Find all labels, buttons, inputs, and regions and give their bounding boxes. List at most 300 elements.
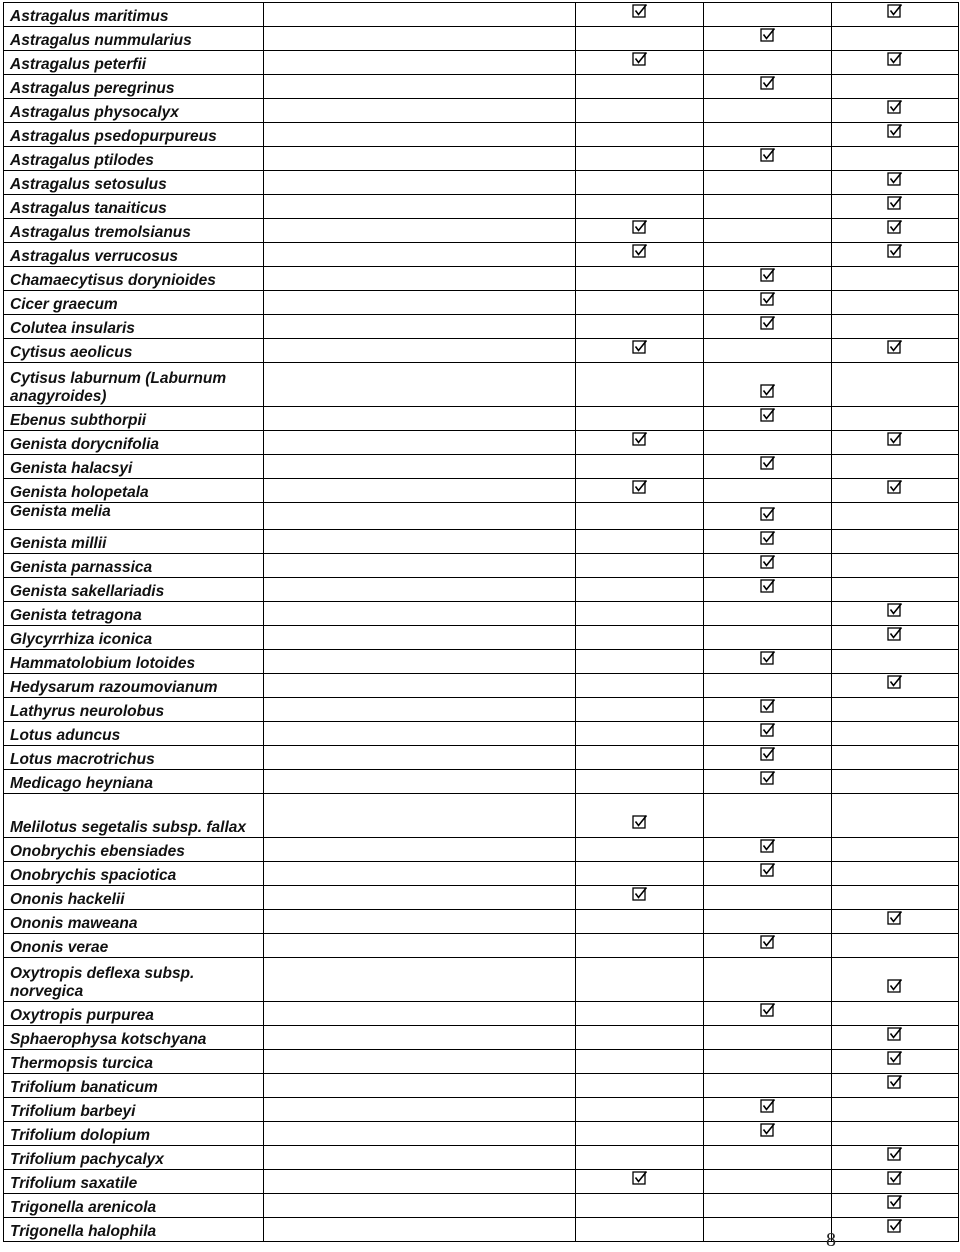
presence-cell-col-1 bbox=[264, 722, 576, 746]
presence-cell-col-2 bbox=[576, 1194, 704, 1218]
presence-cell-col-1 bbox=[264, 291, 576, 315]
presence-cell-col-1 bbox=[264, 315, 576, 339]
species-name-cell: Trigonella halophila bbox=[4, 1218, 264, 1242]
species-name-cell: Genista dorycnifolia bbox=[4, 431, 264, 455]
presence-cell-col-3 bbox=[704, 27, 832, 51]
checked-box-icon bbox=[760, 455, 776, 471]
checked-box-icon bbox=[887, 1218, 903, 1234]
species-name-cell: Oxytropis deflexa subsp. norvegica bbox=[4, 958, 264, 1002]
presence-cell-col-3 bbox=[704, 1050, 832, 1074]
presence-cell-col-2 bbox=[576, 219, 704, 243]
presence-cell-col-3 bbox=[704, 171, 832, 195]
presence-cell-col-3 bbox=[704, 1194, 832, 1218]
checked-box-icon bbox=[760, 27, 776, 43]
checked-box-icon bbox=[632, 243, 648, 259]
presence-cell-col-1 bbox=[264, 650, 576, 674]
checked-box-icon bbox=[887, 479, 903, 495]
checked-box-icon bbox=[760, 383, 776, 399]
species-name-cell: Astragalus maritimus bbox=[4, 3, 264, 27]
presence-cell-col-3 bbox=[704, 746, 832, 770]
presence-cell-col-3 bbox=[704, 910, 832, 934]
table-row bbox=[4, 3, 959, 27]
presence-cell-col-1 bbox=[264, 1026, 576, 1050]
presence-cell-col-4 bbox=[832, 554, 959, 578]
presence-cell-col-4 bbox=[832, 862, 959, 886]
checked-box-icon bbox=[760, 578, 776, 594]
presence-cell-col-2 bbox=[576, 530, 704, 554]
table-row bbox=[4, 934, 959, 958]
presence-cell-col-4 bbox=[832, 1002, 959, 1026]
presence-cell-col-4 bbox=[832, 291, 959, 315]
presence-cell-col-4 bbox=[832, 958, 959, 1002]
presence-cell-col-3 bbox=[704, 770, 832, 794]
checked-box-icon bbox=[887, 243, 903, 259]
table-row bbox=[4, 219, 959, 243]
presence-cell-col-1 bbox=[264, 99, 576, 123]
presence-cell-col-3 bbox=[704, 407, 832, 431]
table-row bbox=[4, 838, 959, 862]
presence-cell-col-1 bbox=[264, 626, 576, 650]
presence-cell-col-4 bbox=[832, 315, 959, 339]
presence-cell-col-4 bbox=[832, 746, 959, 770]
checked-box-icon bbox=[760, 407, 776, 423]
presence-cell-col-1 bbox=[264, 770, 576, 794]
checked-box-icon bbox=[760, 554, 776, 570]
presence-cell-col-2 bbox=[576, 626, 704, 650]
table-row bbox=[4, 554, 959, 578]
presence-cell-col-2 bbox=[576, 1170, 704, 1194]
species-name-cell: Genista tetragona bbox=[4, 602, 264, 626]
presence-cell-col-4 bbox=[832, 1218, 959, 1242]
presence-cell-col-4 bbox=[832, 934, 959, 958]
presence-cell-col-3 bbox=[704, 3, 832, 27]
table-row bbox=[4, 578, 959, 602]
presence-cell-col-2 bbox=[576, 51, 704, 75]
species-name-cell: Onobrychis spaciotica bbox=[4, 862, 264, 886]
species-name-cell: Glycyrrhiza iconica bbox=[4, 626, 264, 650]
presence-cell-col-2 bbox=[576, 171, 704, 195]
presence-cell-col-1 bbox=[264, 910, 576, 934]
presence-cell-col-1 bbox=[264, 746, 576, 770]
table-row bbox=[4, 958, 959, 1002]
table-row bbox=[4, 99, 959, 123]
checked-box-icon bbox=[887, 1074, 903, 1090]
presence-cell-col-1 bbox=[264, 171, 576, 195]
species-name-cell: Genista melia bbox=[4, 503, 264, 530]
presence-cell-col-2 bbox=[576, 578, 704, 602]
presence-cell-col-2 bbox=[576, 722, 704, 746]
table-row bbox=[4, 746, 959, 770]
presence-cell-col-1 bbox=[264, 1170, 576, 1194]
presence-cell-col-3 bbox=[704, 503, 832, 530]
presence-cell-col-1 bbox=[264, 195, 576, 219]
presence-cell-col-1 bbox=[264, 886, 576, 910]
presence-cell-col-1 bbox=[264, 455, 576, 479]
checked-box-icon bbox=[632, 3, 648, 19]
presence-cell-col-2 bbox=[576, 650, 704, 674]
species-name-cell: Genista parnassica bbox=[4, 554, 264, 578]
presence-cell-col-3 bbox=[704, 267, 832, 291]
presence-cell-col-2 bbox=[576, 503, 704, 530]
checked-box-icon bbox=[887, 219, 903, 235]
checked-box-icon bbox=[760, 862, 776, 878]
presence-cell-col-2 bbox=[576, 363, 704, 407]
presence-cell-col-1 bbox=[264, 554, 576, 578]
checked-box-icon bbox=[632, 431, 648, 447]
presence-cell-col-4 bbox=[832, 407, 959, 431]
presence-cell-col-1 bbox=[264, 794, 576, 838]
species-name-cell: Genista sakellariadis bbox=[4, 578, 264, 602]
presence-cell-col-2 bbox=[576, 431, 704, 455]
presence-cell-col-4 bbox=[832, 674, 959, 698]
presence-cell-col-4 bbox=[832, 1074, 959, 1098]
species-name-cell: Astragalus nummularius bbox=[4, 27, 264, 51]
presence-cell-col-3 bbox=[704, 1074, 832, 1098]
presence-cell-col-4 bbox=[832, 339, 959, 363]
species-name-cell: Oxytropis purpurea bbox=[4, 1002, 264, 1026]
checked-box-icon bbox=[760, 838, 776, 854]
species-name-cell: Hammatolobium lotoides bbox=[4, 650, 264, 674]
presence-cell-col-1 bbox=[264, 1002, 576, 1026]
presence-cell-col-1 bbox=[264, 602, 576, 626]
presence-cell-col-1 bbox=[264, 1146, 576, 1170]
checked-box-icon bbox=[887, 1050, 903, 1066]
species-name-cell: Astragalus ptilodes bbox=[4, 147, 264, 171]
presence-cell-col-3 bbox=[704, 243, 832, 267]
table-row bbox=[4, 602, 959, 626]
presence-cell-col-1 bbox=[264, 51, 576, 75]
table-row bbox=[4, 862, 959, 886]
presence-cell-col-3 bbox=[704, 794, 832, 838]
species-name-cell: Trifolium saxatile bbox=[4, 1170, 264, 1194]
species-name-cell: Cicer graecum bbox=[4, 291, 264, 315]
presence-cell-col-4 bbox=[832, 530, 959, 554]
presence-cell-col-3 bbox=[704, 147, 832, 171]
table-row bbox=[4, 626, 959, 650]
presence-cell-col-4 bbox=[832, 1170, 959, 1194]
page-number: 8 bbox=[826, 1229, 836, 1251]
table-row bbox=[4, 530, 959, 554]
species-name-cell: Hedysarum razoumovianum bbox=[4, 674, 264, 698]
presence-cell-col-4 bbox=[832, 123, 959, 147]
table-row bbox=[4, 267, 959, 291]
presence-cell-col-3 bbox=[704, 219, 832, 243]
checked-box-icon bbox=[887, 171, 903, 187]
presence-cell-col-2 bbox=[576, 1218, 704, 1242]
presence-cell-col-4 bbox=[832, 363, 959, 407]
table-row bbox=[4, 794, 959, 838]
table-row bbox=[4, 431, 959, 455]
presence-cell-col-3 bbox=[704, 123, 832, 147]
presence-cell-col-2 bbox=[576, 407, 704, 431]
presence-cell-col-4 bbox=[832, 171, 959, 195]
checked-box-icon bbox=[632, 479, 648, 495]
checked-box-icon bbox=[887, 339, 903, 355]
presence-cell-col-1 bbox=[264, 503, 576, 530]
presence-cell-col-2 bbox=[576, 1074, 704, 1098]
presence-cell-col-1 bbox=[264, 1218, 576, 1242]
species-name-cell: Lotus macrotrichus bbox=[4, 746, 264, 770]
presence-cell-col-3 bbox=[704, 934, 832, 958]
table-row bbox=[4, 886, 959, 910]
presence-cell-col-3 bbox=[704, 339, 832, 363]
species-name-cell: Trigonella arenicola bbox=[4, 1194, 264, 1218]
checked-box-icon bbox=[887, 626, 903, 642]
presence-cell-col-2 bbox=[576, 1146, 704, 1170]
presence-cell-col-1 bbox=[264, 698, 576, 722]
checked-box-icon bbox=[887, 123, 903, 139]
presence-cell-col-3 bbox=[704, 626, 832, 650]
checked-box-icon bbox=[632, 219, 648, 235]
presence-cell-col-2 bbox=[576, 99, 704, 123]
table-row bbox=[4, 339, 959, 363]
checked-box-icon bbox=[887, 978, 903, 994]
presence-cell-col-2 bbox=[576, 1002, 704, 1026]
presence-cell-col-1 bbox=[264, 363, 576, 407]
checked-box-icon bbox=[887, 1146, 903, 1162]
presence-cell-col-3 bbox=[704, 291, 832, 315]
species-name-cell: Melilotus segetalis subsp. fallax bbox=[4, 794, 264, 838]
checked-box-icon bbox=[760, 1098, 776, 1114]
presence-cell-col-1 bbox=[264, 267, 576, 291]
presence-cell-col-1 bbox=[264, 219, 576, 243]
species-name-cell: Ebenus subthorpii bbox=[4, 407, 264, 431]
species-name-cell: Genista millii bbox=[4, 530, 264, 554]
presence-cell-col-4 bbox=[832, 3, 959, 27]
presence-cell-col-3 bbox=[704, 315, 832, 339]
presence-cell-col-4 bbox=[832, 1194, 959, 1218]
checked-box-icon bbox=[887, 602, 903, 618]
presence-cell-col-4 bbox=[832, 770, 959, 794]
checked-box-icon bbox=[632, 339, 648, 355]
species-name-cell: Onobrychis ebensiades bbox=[4, 838, 264, 862]
species-name-cell: Astragalus tremolsianus bbox=[4, 219, 264, 243]
presence-cell-col-1 bbox=[264, 862, 576, 886]
presence-cell-col-4 bbox=[832, 243, 959, 267]
presence-cell-col-4 bbox=[832, 578, 959, 602]
presence-cell-col-4 bbox=[832, 722, 959, 746]
checked-box-icon bbox=[887, 3, 903, 19]
presence-cell-col-3 bbox=[704, 1146, 832, 1170]
presence-cell-col-1 bbox=[264, 3, 576, 27]
presence-cell-col-3 bbox=[704, 1002, 832, 1026]
presence-cell-col-2 bbox=[576, 746, 704, 770]
table-row bbox=[4, 27, 959, 51]
presence-cell-col-4 bbox=[832, 479, 959, 503]
species-name-cell: Trifolium dolopium bbox=[4, 1122, 264, 1146]
presence-cell-col-4 bbox=[832, 195, 959, 219]
species-name-cell: Ononis maweana bbox=[4, 910, 264, 934]
presence-cell-col-2 bbox=[576, 1026, 704, 1050]
presence-cell-col-2 bbox=[576, 602, 704, 626]
presence-cell-col-4 bbox=[832, 910, 959, 934]
table-row bbox=[4, 910, 959, 934]
presence-cell-col-4 bbox=[832, 1122, 959, 1146]
presence-cell-col-4 bbox=[832, 51, 959, 75]
species-name-cell: Trifolium pachycalyx bbox=[4, 1146, 264, 1170]
table-row bbox=[4, 479, 959, 503]
table-row bbox=[4, 1074, 959, 1098]
species-name-cell: Astragalus peterfii bbox=[4, 51, 264, 75]
table-row bbox=[4, 1194, 959, 1218]
presence-cell-col-3 bbox=[704, 698, 832, 722]
presence-cell-col-4 bbox=[832, 219, 959, 243]
presence-cell-col-1 bbox=[264, 243, 576, 267]
species-name-cell: Lotus aduncus bbox=[4, 722, 264, 746]
presence-cell-col-4 bbox=[832, 503, 959, 530]
presence-cell-col-2 bbox=[576, 554, 704, 578]
presence-cell-col-1 bbox=[264, 479, 576, 503]
presence-cell-col-4 bbox=[832, 147, 959, 171]
table-row bbox=[4, 455, 959, 479]
presence-cell-col-2 bbox=[576, 1098, 704, 1122]
table-row bbox=[4, 363, 959, 407]
presence-cell-col-2 bbox=[576, 291, 704, 315]
presence-cell-col-4 bbox=[832, 1050, 959, 1074]
checked-box-icon bbox=[887, 195, 903, 211]
presence-cell-col-2 bbox=[576, 862, 704, 886]
species-name-cell: Ononis verae bbox=[4, 934, 264, 958]
checked-box-icon bbox=[632, 51, 648, 67]
checked-box-icon bbox=[760, 506, 776, 522]
presence-cell-col-1 bbox=[264, 75, 576, 99]
checked-box-icon bbox=[632, 1170, 648, 1186]
presence-cell-col-3 bbox=[704, 363, 832, 407]
presence-cell-col-1 bbox=[264, 407, 576, 431]
presence-cell-col-2 bbox=[576, 910, 704, 934]
presence-cell-col-3 bbox=[704, 1026, 832, 1050]
checked-box-icon bbox=[887, 99, 903, 115]
presence-cell-col-3 bbox=[704, 75, 832, 99]
checked-box-icon bbox=[760, 1122, 776, 1138]
table-row bbox=[4, 123, 959, 147]
presence-cell-col-1 bbox=[264, 674, 576, 698]
species-name-cell: Astragalus setosulus bbox=[4, 171, 264, 195]
table-row bbox=[4, 1146, 959, 1170]
presence-cell-col-1 bbox=[264, 838, 576, 862]
checked-box-icon bbox=[760, 746, 776, 762]
species-name-cell: Astragalus tanaiticus bbox=[4, 195, 264, 219]
checked-box-icon bbox=[887, 1194, 903, 1210]
species-name-cell: Trifolium barbeyi bbox=[4, 1098, 264, 1122]
presence-cell-col-2 bbox=[576, 1122, 704, 1146]
presence-cell-col-3 bbox=[704, 1170, 832, 1194]
presence-cell-col-4 bbox=[832, 650, 959, 674]
species-name-cell: Astragalus verrucosus bbox=[4, 243, 264, 267]
table-row bbox=[4, 650, 959, 674]
presence-cell-col-3 bbox=[704, 195, 832, 219]
table-row bbox=[4, 1218, 959, 1242]
species-name-cell: Sphaerophysa kotschyana bbox=[4, 1026, 264, 1050]
table-row bbox=[4, 315, 959, 339]
presence-cell-col-4 bbox=[832, 99, 959, 123]
checked-box-icon bbox=[760, 530, 776, 546]
presence-cell-col-4 bbox=[832, 27, 959, 51]
presence-cell-col-3 bbox=[704, 886, 832, 910]
presence-cell-col-1 bbox=[264, 1122, 576, 1146]
presence-cell-col-3 bbox=[704, 578, 832, 602]
presence-cell-col-2 bbox=[576, 1050, 704, 1074]
table-row bbox=[4, 171, 959, 195]
presence-cell-col-2 bbox=[576, 770, 704, 794]
presence-cell-col-2 bbox=[576, 147, 704, 171]
presence-cell-col-2 bbox=[576, 838, 704, 862]
table-row bbox=[4, 407, 959, 431]
presence-cell-col-2 bbox=[576, 123, 704, 147]
presence-cell-col-1 bbox=[264, 27, 576, 51]
checked-box-icon bbox=[887, 1026, 903, 1042]
presence-cell-col-4 bbox=[832, 431, 959, 455]
presence-cell-col-1 bbox=[264, 1194, 576, 1218]
presence-cell-col-3 bbox=[704, 602, 832, 626]
presence-cell-col-3 bbox=[704, 1098, 832, 1122]
presence-cell-col-3 bbox=[704, 1122, 832, 1146]
presence-cell-col-2 bbox=[576, 958, 704, 1002]
table-row bbox=[4, 1122, 959, 1146]
species-name-cell: Medicago heyniana bbox=[4, 770, 264, 794]
presence-cell-col-2 bbox=[576, 27, 704, 51]
presence-cell-col-3 bbox=[704, 51, 832, 75]
table-row bbox=[4, 291, 959, 315]
table-row bbox=[4, 243, 959, 267]
presence-cell-col-4 bbox=[832, 626, 959, 650]
checked-box-icon bbox=[760, 770, 776, 786]
table-row bbox=[4, 1002, 959, 1026]
presence-cell-col-2 bbox=[576, 315, 704, 339]
presence-cell-col-2 bbox=[576, 455, 704, 479]
presence-cell-col-1 bbox=[264, 1074, 576, 1098]
species-name-cell: Astragalus physocalyx bbox=[4, 99, 264, 123]
checked-box-icon bbox=[632, 886, 648, 902]
table-row bbox=[4, 1026, 959, 1050]
table-row bbox=[4, 503, 959, 530]
presence-cell-col-2 bbox=[576, 75, 704, 99]
species-name-cell: Lathyrus neurolobus bbox=[4, 698, 264, 722]
presence-cell-col-3 bbox=[704, 838, 832, 862]
table-body bbox=[4, 3, 959, 1242]
presence-cell-col-4 bbox=[832, 838, 959, 862]
presence-cell-col-3 bbox=[704, 99, 832, 123]
presence-cell-col-4 bbox=[832, 1026, 959, 1050]
presence-cell-col-3 bbox=[704, 958, 832, 1002]
presence-cell-col-1 bbox=[264, 530, 576, 554]
table-row bbox=[4, 51, 959, 75]
presence-cell-col-2 bbox=[576, 243, 704, 267]
presence-cell-col-3 bbox=[704, 650, 832, 674]
checked-box-icon bbox=[887, 431, 903, 447]
table-row bbox=[4, 698, 959, 722]
presence-cell-col-4 bbox=[832, 1098, 959, 1122]
checked-box-icon bbox=[760, 267, 776, 283]
presence-cell-col-1 bbox=[264, 123, 576, 147]
species-name-cell: Trifolium banaticum bbox=[4, 1074, 264, 1098]
species-name-cell: Cytisus aeolicus bbox=[4, 339, 264, 363]
checked-box-icon bbox=[887, 1170, 903, 1186]
presence-cell-col-2 bbox=[576, 934, 704, 958]
presence-cell-col-3 bbox=[704, 479, 832, 503]
presence-cell-col-2 bbox=[576, 479, 704, 503]
checked-box-icon bbox=[760, 315, 776, 331]
species-name-cell: Thermopsis turcica bbox=[4, 1050, 264, 1074]
table-row bbox=[4, 1170, 959, 1194]
species-name-cell: Genista holopetala bbox=[4, 479, 264, 503]
checked-box-icon bbox=[760, 650, 776, 666]
checked-box-icon bbox=[760, 722, 776, 738]
species-name-cell: Chamaecytisus dorynioides bbox=[4, 267, 264, 291]
checked-box-icon bbox=[887, 910, 903, 926]
species-name-cell: Genista halacsyi bbox=[4, 455, 264, 479]
presence-cell-col-1 bbox=[264, 578, 576, 602]
